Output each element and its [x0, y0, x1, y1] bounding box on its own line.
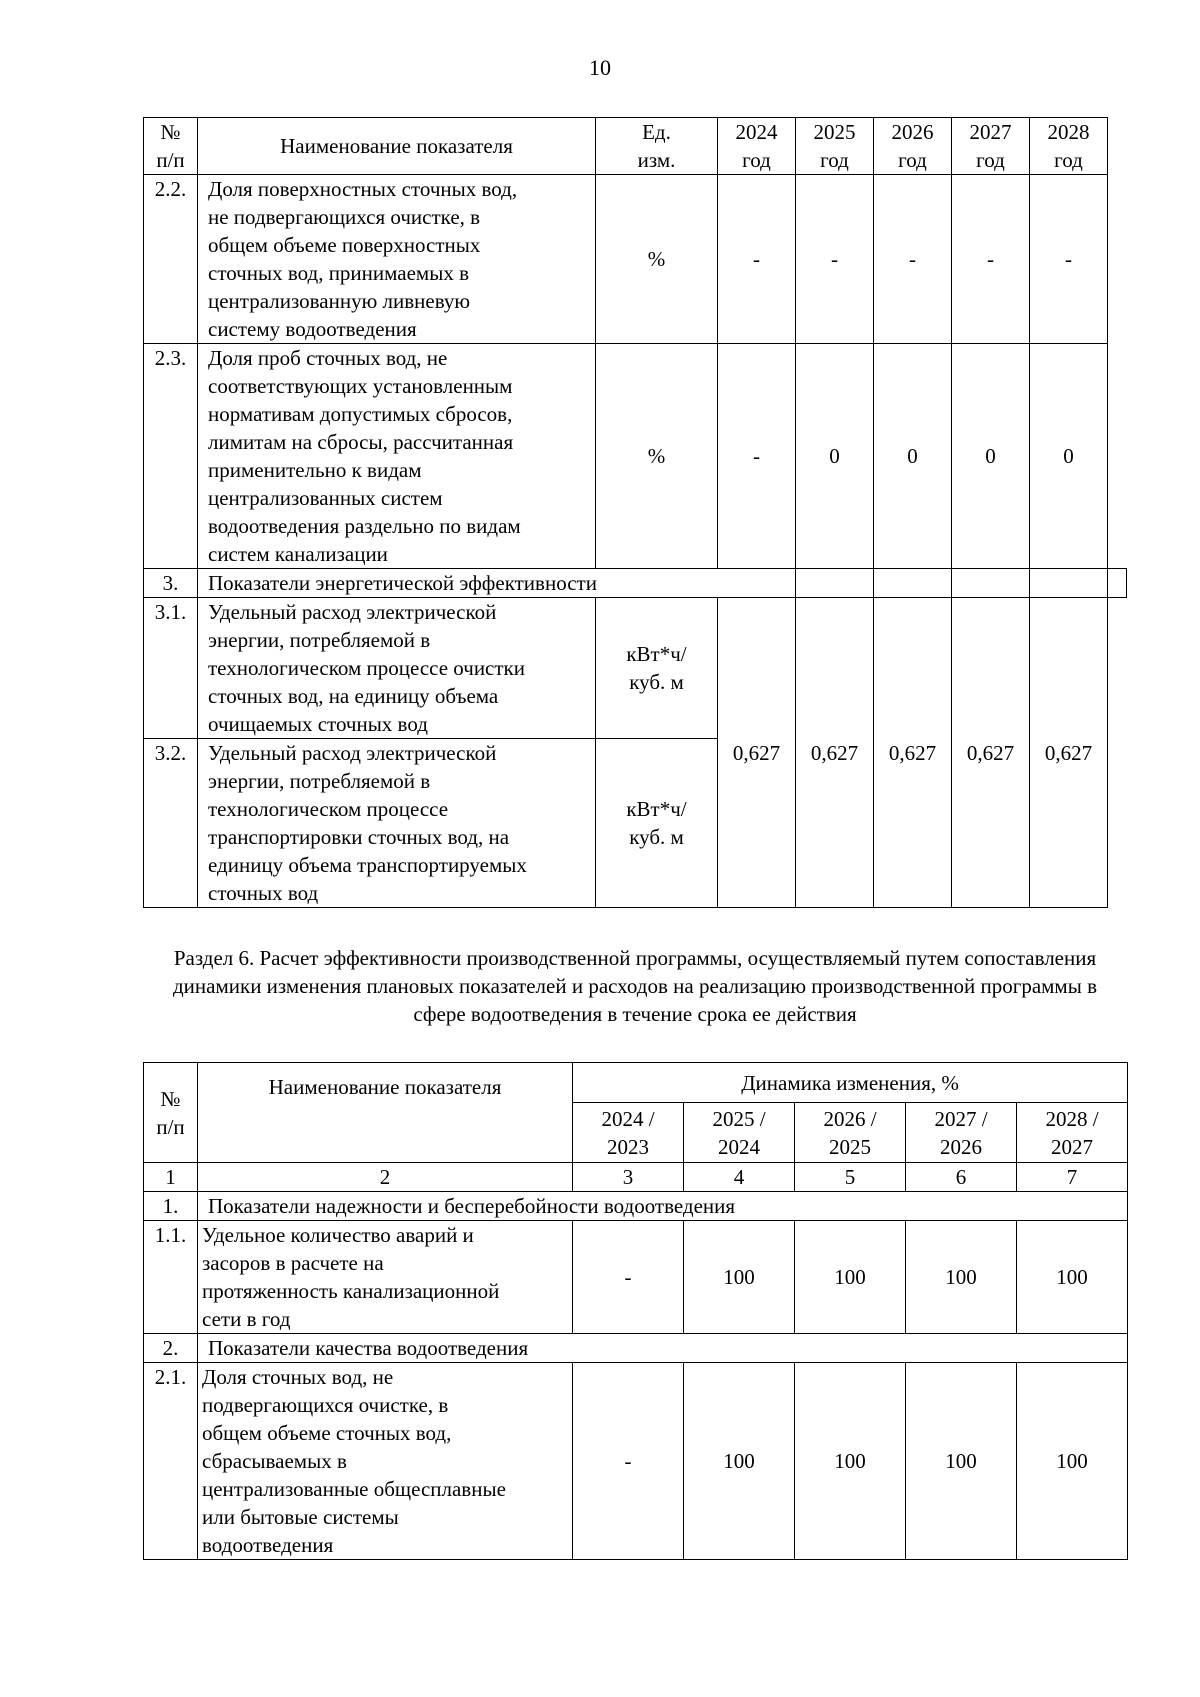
section-row [144, 1192, 1128, 1221]
header-period: 2025 / 2024 [684, 1103, 795, 1163]
header-year-2024: 2024 год [718, 118, 796, 175]
empty-cell [952, 569, 1030, 598]
page-number: 10 [589, 55, 611, 80]
table-row [144, 344, 1127, 569]
value-cell: - [874, 175, 952, 344]
value-cell: - [718, 344, 796, 569]
value-cell: 100 [795, 1221, 906, 1334]
header-year-2025: 2025 год [796, 118, 874, 175]
value-cell: - [952, 175, 1030, 344]
section-num: 2. [144, 1334, 198, 1363]
table-header-row [144, 1063, 1128, 1103]
value-cell: 0 [1030, 344, 1108, 569]
empty-cell [874, 569, 952, 598]
header-period: 2027 / 2026 [906, 1103, 1017, 1163]
row-name: Доля поверхностных сточных вод, не подвергающихся очистке, в общем объеме поверхностных сточных вод, принимаемых в централизованную ливневую систему водоотведения [198, 175, 596, 344]
row-num: 2.1. [144, 1363, 198, 1560]
section-row [144, 1334, 1128, 1363]
row-unit: % [596, 175, 718, 344]
header-name: Наименование показателя [198, 118, 596, 175]
section-title: Показатели качества водоотведения [198, 1334, 1128, 1363]
column-number: 6 [906, 1163, 1017, 1192]
section-num: 1. [144, 1192, 198, 1221]
table-row [144, 1363, 1128, 1560]
column-number-row [144, 1163, 1128, 1192]
section-num: 3. [144, 569, 198, 598]
value-cell: 0 [874, 344, 952, 569]
merged-value-cell: 0,627 [1030, 598, 1108, 908]
column-number: 3 [573, 1163, 684, 1192]
table-row [144, 1221, 1128, 1334]
row-name: Удельный расход электрической энергии, потребляемой в технологическом процессе очистки сточных вод, на единицу объема очищаемых сточных вод [198, 598, 596, 739]
value-cell: 100 [684, 1363, 795, 1560]
header-period: 2026 / 2025 [795, 1103, 906, 1163]
empty-cell [1030, 569, 1108, 598]
section-row [144, 569, 1127, 598]
value-cell: - [796, 175, 874, 344]
value-cell: - [573, 1363, 684, 1560]
row-num: 3.1. [144, 598, 198, 739]
row-unit: кВт*ч/ куб. м [596, 739, 718, 908]
merged-value-cell: 0,627 [952, 598, 1030, 908]
row-unit: кВт*ч/ куб. м [596, 598, 718, 739]
value-cell: 100 [1017, 1221, 1128, 1334]
header-num: № п/п [144, 118, 198, 175]
value-cell: - [1030, 175, 1108, 344]
section-title: Показатели энергетической эффективности [198, 569, 796, 598]
row-unit: % [596, 344, 718, 569]
indicators-table [143, 117, 1127, 908]
header-unit: Ед. изм. [596, 118, 718, 175]
value-cell: 100 [906, 1221, 1017, 1334]
merged-value-cell: 0,627 [796, 598, 874, 908]
value-cell: 0 [796, 344, 874, 569]
value-cell: 100 [906, 1363, 1017, 1560]
row-name: Доля сточных вод, не подвергающихся очистке, в общем объеме сточных вод, сбрасываемых в централизованные общесплавные или бытовые системы водоотведения [198, 1363, 573, 1560]
column-number: 4 [684, 1163, 795, 1192]
row-num: 2.2. [144, 175, 198, 344]
row-num: 3.2. [144, 739, 198, 908]
dynamics-table [143, 1062, 1128, 1560]
header-name: Наименование показателя [198, 1063, 573, 1163]
row-name: Удельное количество аварий и засоров в расчете на протяженность канализационной сети в год [198, 1221, 573, 1334]
empty-cell [796, 569, 874, 598]
table-row [144, 175, 1127, 344]
header-num: № п/п [144, 1063, 198, 1163]
row-name: Удельный расход электрической энергии, потребляемой в технологическом процессе транспортировки сточных вод, на единицу объема транспортируемых сточных вод [198, 739, 596, 908]
table-row [144, 598, 1127, 739]
value-cell: 100 [684, 1221, 795, 1334]
column-number: 2 [198, 1163, 573, 1192]
column-number: 1 [144, 1163, 198, 1192]
section-title: Показатели надежности и бесперебойности водоотведения [198, 1192, 1128, 1221]
merged-value-cell: 0,627 [874, 598, 952, 908]
column-number: 5 [795, 1163, 906, 1192]
value-cell: 0 [952, 344, 1030, 569]
header-year-2028: 2028 год [1030, 118, 1108, 175]
row-name: Доля проб сточных вод, не соответствующих установленным нормативам допустимых сбросов, лимитам на сбросы, рассчитанная применительно к видам централизованных систем водоотведения раздельно по видам систем канализации [198, 344, 596, 569]
merged-value-cell: 0,627 [718, 598, 796, 908]
header-year-2027: 2027 год [952, 118, 1030, 175]
header-year-2026: 2026 год [874, 118, 952, 175]
empty-cell [1108, 569, 1127, 598]
header-period: 2024 / 2023 [573, 1103, 684, 1163]
value-cell: 100 [1017, 1363, 1128, 1560]
value-cell: - [573, 1221, 684, 1334]
value-cell: - [718, 175, 796, 344]
column-number: 7 [1017, 1163, 1128, 1192]
value-cell: 100 [795, 1363, 906, 1560]
header-period: 2028 / 2027 [1017, 1103, 1128, 1163]
section-heading: Раздел 6. Расчет эффективности производственной программы, осуществляемый путем сопоставления динамики изменения плановых показателей и расходов на реализацию производственной программы в сфере водоотведения в течение срока ее действия [172, 946, 1097, 1026]
row-num: 2.3. [144, 344, 198, 569]
table-header-row [144, 118, 1127, 175]
row-num: 1.1. [144, 1221, 198, 1334]
header-dynamics: Динамика изменения, % [573, 1063, 1128, 1103]
